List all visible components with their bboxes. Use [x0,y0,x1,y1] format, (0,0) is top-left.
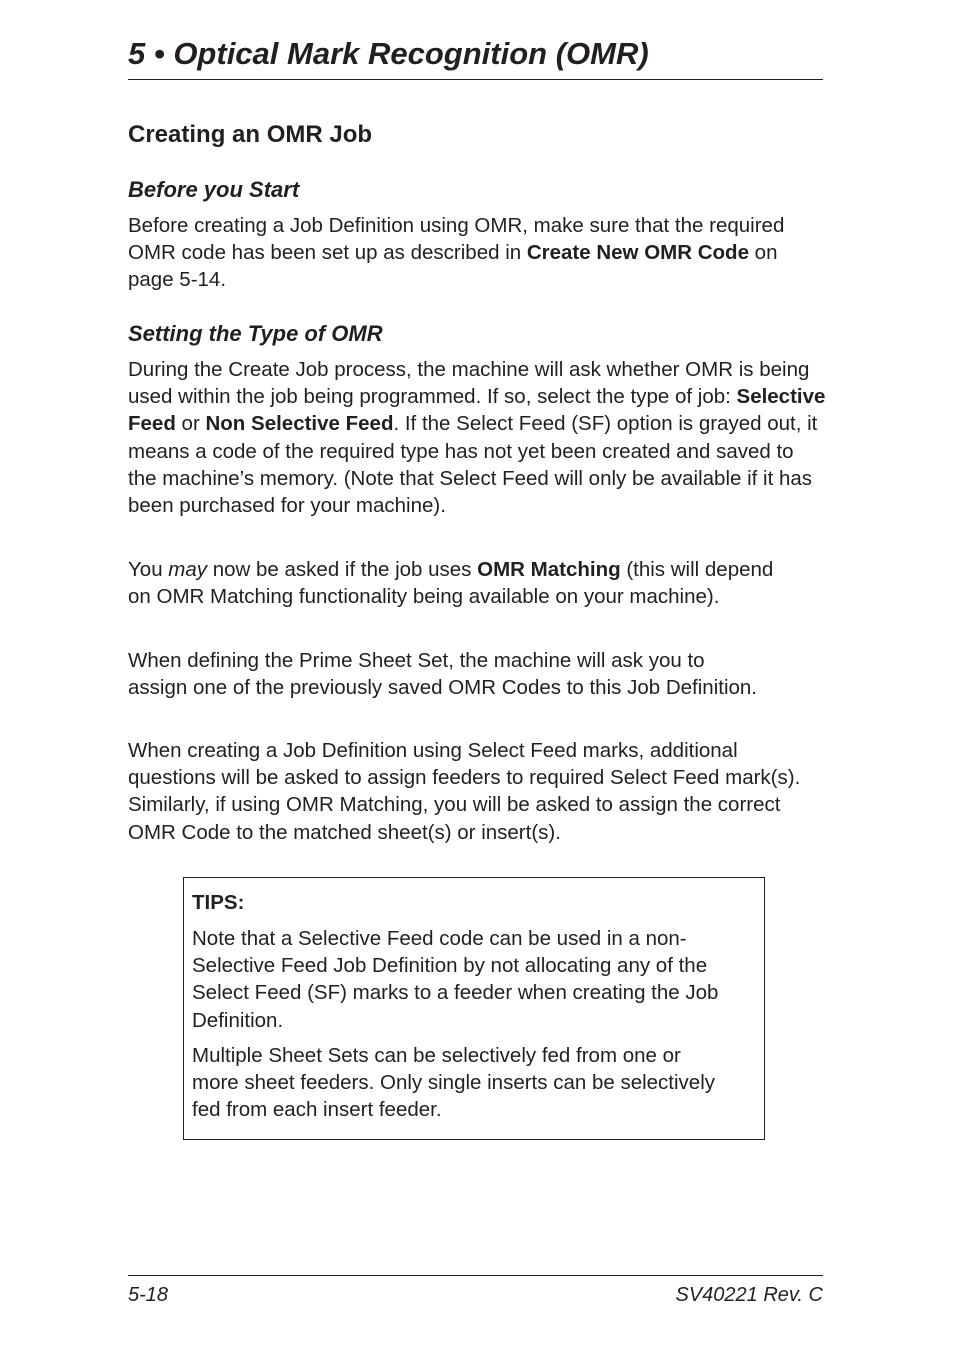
subheading-before-you-start: Before you Start [128,177,300,202]
chapter-title: 5 • Optical Mark Recognition (OMR) [128,36,649,71]
tips-paragraph-1: Note that a Selective Feed code can be used in a non-Selective Feed Job Definition by not allocating any of the Select Feed (SF) marks to a feeder when creating the Job Definition. [192,927,719,1032]
page-number: 5-18 [128,1284,169,1306]
subheading-setting-type: Setting the Type of OMR [128,321,383,346]
paragraph-setting-type-2: You may now be asked if the job uses OMR Matching (this will depend on OMR Matching functionality being available on your machine). [128,558,774,609]
paragraph-setting-type-3: When defining the Prime Sheet Set, the machine will ask you to assign one of the previously saved OMR Codes to this Job Definition. [128,649,757,700]
tips-box [183,877,765,1140]
section-title: Creating an OMR Job [128,121,373,148]
tips-label: TIPS: [192,891,245,914]
document-reference: SV40221 Rev. C [675,1284,823,1306]
tips-paragraph-2: Multiple Sheet Sets can be selectively fed from one or more sheet feeders. Only single inserts can be selectively fed from each insert feeder. [192,1044,716,1122]
paragraph-setting-type-4: When creating a Job Definition using Select Feed marks, additional questions will be asked to assign feeders to required Select Feed mark(s). Similarly, if using OMR Matching, you will be asked to assign the correct OMR Code to the matched sheet(s) or insert(s). [128,739,801,844]
header-rule [128,79,823,80]
link-text-create-new-omr-code: Create New OMR Code [526,241,749,265]
paragraph-before-you-start: Before creating a Job Definition using OMR, make sure that the required OMR code has been set up as described in Create New OMR Code on page 5-14. [128,214,785,292]
paragraph-setting-type-1: During the Create Job process, the machine will ask whether OMR is being used within the job being programmed. If so, select the type of job: Selective Feed or Non Selective Feed. If the Select Feed (SF) option is grayed out, it means a code of the required type has not yet been created and saved to the machine’s memory. (Note that Select Feed will only be available if it has been purchased for your machine). [128,358,826,518]
footer-rule [128,1275,823,1276]
